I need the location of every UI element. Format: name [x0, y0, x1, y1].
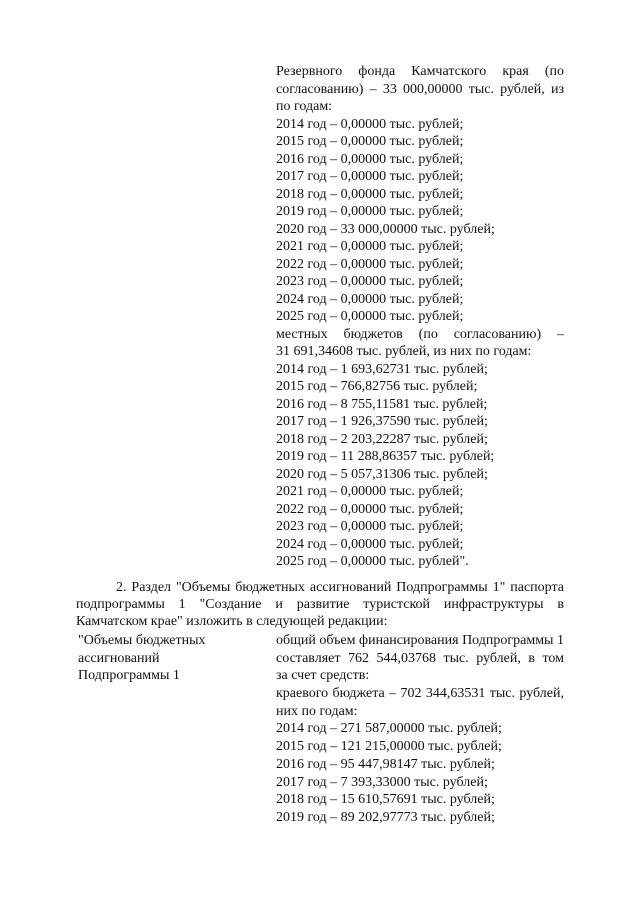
- year-line: 2018 год – 2 203,22287 тыс. рублей;: [276, 431, 488, 447]
- year-line: 2015 год – 121 215,00000 тыс. рублей;: [276, 739, 502, 755]
- table-right-cell: [276, 632, 564, 827]
- year-line: 2016 год – 95 447,98147 тыс. рублей;: [276, 756, 495, 772]
- year-line: 2018 год – 0,00000 тыс. рублей;: [276, 186, 464, 202]
- year-line: 2022 год – 0,00000 тыс. рублей;: [276, 256, 464, 272]
- text-line: по годам:: [276, 99, 333, 114]
- year-line: 2019 год – 11 288,86357 тыс. рублей;: [276, 449, 495, 464]
- year-line: 2016 год – 0,00000 тыс. рублей;: [276, 151, 464, 167]
- year-line: 2025 год – 0,00000 тыс. рублей;: [276, 309, 464, 324]
- table-left-cell: [78, 632, 258, 685]
- table-value-line: за счет средств:: [276, 668, 370, 684]
- year-line: 2014 год – 1 693,62731 тыс. рублей;: [276, 361, 488, 377]
- year-line: 2014 год – 0,00000 тыс. рублей;: [276, 116, 464, 132]
- year-line: 2022 год – 0,00000 тыс. рублей;: [276, 501, 464, 517]
- paragraph-line: 2. Раздел "Объемы бюджетных ассигнований Подпрограммы 1" паспорта: [116, 580, 564, 595]
- year-line: 2020 год – 5 057,31306 тыс. рублей;: [276, 466, 488, 482]
- text-line: Резервного фонда Камчатского края (по: [276, 64, 564, 79]
- paragraph-line: Камчатском крае" изложить в следующей редакции:: [76, 614, 388, 629]
- year-line: 2021 год – 0,00000 тыс. рублей;: [276, 484, 464, 499]
- year-line: 2024 год – 0,00000 тыс. рублей;: [276, 536, 464, 552]
- year-line: 2017 год – 7 393,33000 тыс. рублей;: [276, 774, 488, 790]
- table-value-line: составляет 762 544,03768 тыс. рублей, в том: [276, 650, 564, 666]
- text-line: 31 691,34608 тыс. рублей, из них по годам:: [276, 344, 532, 359]
- year-line: 2019 год – 89 202,97773 тыс. рублей;: [276, 809, 495, 825]
- amendment-paragraph: [76, 579, 564, 630]
- year-line: 2019 год – 0,00000 тыс. рублей;: [276, 204, 464, 219]
- year-line: 2023 год – 0,00000 тыс. рублей;: [276, 274, 464, 289]
- year-line: 2017 год – 0,00000 тыс. рублей;: [276, 169, 464, 184]
- table-label-line: Подпрограммы 1: [78, 668, 180, 684]
- table-label-line: ассигнований: [78, 650, 160, 666]
- year-line: 2024 год – 0,00000 тыс. рублей;: [276, 291, 464, 307]
- table-value-line: них по годам:: [276, 703, 358, 719]
- year-line: 2023 год – 0,00000 тыс. рублей;: [276, 519, 464, 534]
- text-line: согласованию) – 33 000,00000 тыс. рублей, из: [276, 81, 564, 97]
- year-line: 2017 год – 1 926,37590 тыс. рублей;: [276, 414, 488, 429]
- year-line: 2021 год – 0,00000 тыс. рублей;: [276, 239, 464, 254]
- paragraph-line: подпрограммы 1 "Создание и развитие туристской инфраструктуры в: [76, 597, 564, 612]
- text-line: местных бюджетов (по согласованию) –: [276, 326, 564, 342]
- year-line: 2016 год – 8 755,11581 тыс. рублей;: [276, 396, 488, 412]
- year-line: 2015 год – 766,82756 тыс. рублей;: [276, 379, 478, 394]
- year-line: 2025 год – 0,00000 тыс. рублей".: [276, 554, 469, 569]
- table-label-line: "Объемы бюджетных: [78, 633, 206, 648]
- table-value-line: общий объем финансирования Подпрограммы 1: [276, 633, 564, 648]
- year-line: 2014 год – 271 587,00000 тыс. рублей;: [276, 721, 502, 737]
- year-line: 2018 год – 15 610,57691 тыс. рублей;: [276, 792, 495, 808]
- year-line: 2015 год – 0,00000 тыс. рублей;: [276, 134, 464, 149]
- table-value-line: краевого бюджета – 702 344,63531 тыс. рублей,: [276, 686, 564, 702]
- year-line: 2020 год – 33 000,00000 тыс. рублей;: [276, 221, 495, 237]
- reserve-and-local-budget-block: [276, 63, 564, 571]
